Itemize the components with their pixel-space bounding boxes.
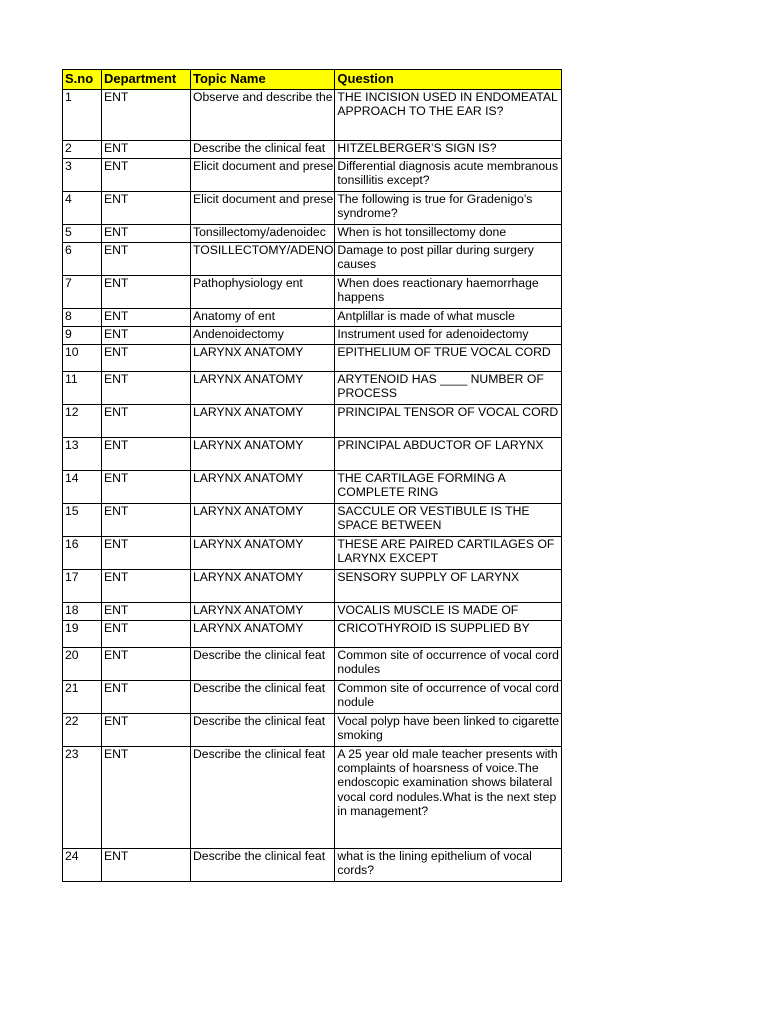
- cell-topic-name[interactable]: LARYNX ANATOMY: [191, 570, 335, 603]
- cell-sno[interactable]: 22: [63, 714, 102, 747]
- table-row: [63, 747, 562, 849]
- cell-sno[interactable]: 7: [63, 276, 102, 309]
- table-row: [63, 345, 562, 372]
- cell-topic-name[interactable]: LARYNX ANATOMY: [191, 471, 335, 504]
- cell-sno[interactable]: 23: [63, 747, 102, 849]
- cell-department[interactable]: ENT: [102, 243, 191, 276]
- cell-sno[interactable]: 20: [63, 648, 102, 681]
- table-row: [63, 276, 562, 309]
- table-row: [63, 621, 562, 648]
- cell-sno[interactable]: 12: [63, 405, 102, 438]
- cell-question[interactable]: THE CARTILAGE FORMING A COMPLETE RING: [335, 471, 562, 504]
- cell-question[interactable]: SENSORY SUPPLY OF LARYNX: [335, 570, 562, 603]
- table-row: [63, 372, 562, 405]
- cell-department[interactable]: ENT: [102, 747, 191, 849]
- table-row: [63, 438, 562, 471]
- cell-department[interactable]: ENT: [102, 681, 191, 714]
- cell-department[interactable]: ENT: [102, 714, 191, 747]
- cell-sno[interactable]: 10: [63, 345, 102, 372]
- cell-topic-name[interactable]: Describe the clinical feat: [191, 747, 335, 849]
- cell-topic-name[interactable]: Pathophysiology ent: [191, 276, 335, 309]
- cell-department[interactable]: ENT: [102, 537, 191, 570]
- cell-department[interactable]: ENT: [102, 159, 191, 192]
- cell-topic-name[interactable]: Describe the clinical feat: [191, 714, 335, 747]
- cell-sno[interactable]: 1: [63, 90, 102, 141]
- cell-question[interactable]: CRICOTHYROID IS SUPPLIED BY: [335, 621, 562, 648]
- cell-sno[interactable]: 11: [63, 372, 102, 405]
- cell-department[interactable]: ENT: [102, 405, 191, 438]
- cell-question[interactable]: what is the lining epithelium of vocal cords?: [335, 849, 562, 882]
- cell-sno[interactable]: 24: [63, 849, 102, 882]
- cell-topic-name[interactable]: Andenoidectomy: [191, 327, 335, 345]
- table-row: [63, 471, 562, 504]
- cell-question[interactable]: When is hot tonsillectomy done: [335, 225, 562, 243]
- cell-topic-name[interactable]: LARYNX ANATOMY: [191, 621, 335, 648]
- header-department[interactable]: Department: [102, 70, 191, 90]
- cell-topic-name[interactable]: Elicit document and prese: [191, 192, 335, 225]
- cell-topic-name[interactable]: Describe the clinical feat: [191, 141, 335, 159]
- table-row: [63, 90, 562, 141]
- header-topic-name[interactable]: Topic Name: [191, 70, 335, 90]
- table-row: [63, 648, 562, 681]
- cell-sno[interactable]: 16: [63, 537, 102, 570]
- cell-department[interactable]: ENT: [102, 345, 191, 372]
- table-row: [63, 309, 562, 327]
- cell-question[interactable]: ARYTENOID HAS ____ NUMBER OF PROCESS: [335, 372, 562, 405]
- cell-topic-name[interactable]: Elicit document and prese: [191, 159, 335, 192]
- cell-question[interactable]: THE INCISION USED IN ENDOMEATAL APPROACH TO THE EAR IS?: [335, 90, 562, 141]
- table-row: [63, 327, 562, 345]
- header-row: [63, 70, 562, 90]
- header-question[interactable]: Question: [335, 70, 562, 90]
- cell-sno[interactable]: 2: [63, 141, 102, 159]
- table-row: [63, 849, 562, 882]
- cell-department[interactable]: ENT: [102, 648, 191, 681]
- cell-question[interactable]: The following is true for Gradenigo’s syndrome?: [335, 192, 562, 225]
- table-row: [63, 405, 562, 438]
- cell-topic-name[interactable]: TOSILLECTOMY/ADENO: [191, 243, 335, 276]
- cell-question[interactable]: Vocal polyp have been linked to cigarette smoking: [335, 714, 562, 747]
- cell-topic-name[interactable]: Observe and describe the: [191, 90, 335, 141]
- cell-sno[interactable]: 17: [63, 570, 102, 603]
- table-row: [63, 159, 562, 192]
- cell-department[interactable]: ENT: [102, 570, 191, 603]
- table-row: [63, 603, 562, 621]
- cell-topic-name[interactable]: LARYNX ANATOMY: [191, 345, 335, 372]
- cell-department[interactable]: ENT: [102, 603, 191, 621]
- cell-question[interactable]: A 25 year old male teacher presents with complaints of hoarsness of voice.The endoscopic examination shows bilateral vocal cord nodules.What is the next step in management?: [335, 747, 562, 849]
- cell-question[interactable]: EPITHELIUM OF TRUE VOCAL CORD: [335, 345, 562, 372]
- cell-topic-name[interactable]: LARYNX ANATOMY: [191, 537, 335, 570]
- cell-department[interactable]: ENT: [102, 276, 191, 309]
- cell-sno[interactable]: 13: [63, 438, 102, 471]
- cell-question[interactable]: SACCULE OR VESTIBULE IS THE SPACE BETWEEN: [335, 504, 562, 537]
- cell-topic-name[interactable]: LARYNX ANATOMY: [191, 405, 335, 438]
- cell-department[interactable]: ENT: [102, 309, 191, 327]
- cell-question[interactable]: Instrument used for adenoidectomy: [335, 327, 562, 345]
- cell-question[interactable]: When does reactionary haemorrhage happens: [335, 276, 562, 309]
- cell-question[interactable]: THESE ARE PAIRED CARTILAGES OF LARYNX EXCEPT: [335, 537, 562, 570]
- cell-sno[interactable]: 19: [63, 621, 102, 648]
- cell-question[interactable]: Differential diagnosis acute membranous tonsillitis except?: [335, 159, 562, 192]
- cell-topic-name[interactable]: Describe the clinical feat: [191, 849, 335, 882]
- cell-question[interactable]: Common site of occurrence of vocal cord nodules: [335, 648, 562, 681]
- cell-topic-name[interactable]: Tonsillectomy/adenoidec: [191, 225, 335, 243]
- cell-topic-name[interactable]: LARYNX ANATOMY: [191, 438, 335, 471]
- cell-sno[interactable]: 15: [63, 504, 102, 537]
- cell-department[interactable]: ENT: [102, 471, 191, 504]
- cell-department[interactable]: ENT: [102, 327, 191, 345]
- cell-sno[interactable]: 18: [63, 603, 102, 621]
- cell-question[interactable]: PRINCIPAL ABDUCTOR OF LARYNX: [335, 438, 562, 471]
- cell-question[interactable]: Common site of occurrence of vocal cord nodule: [335, 681, 562, 714]
- question-table: [62, 69, 562, 882]
- cell-topic-name[interactable]: Describe the clinical feat: [191, 648, 335, 681]
- cell-sno[interactable]: 21: [63, 681, 102, 714]
- table-row: [63, 714, 562, 747]
- cell-department[interactable]: ENT: [102, 438, 191, 471]
- cell-question[interactable]: VOCALIS MUSCLE IS MADE OF: [335, 603, 562, 621]
- table-row: [63, 537, 562, 570]
- cell-question[interactable]: HITZELBERGER’S SIGN IS?: [335, 141, 562, 159]
- cell-topic-name[interactable]: LARYNX ANATOMY: [191, 603, 335, 621]
- cell-department[interactable]: ENT: [102, 90, 191, 141]
- cell-sno[interactable]: 4: [63, 192, 102, 225]
- cell-sno[interactable]: 3: [63, 159, 102, 192]
- cell-topic-name[interactable]: Anatomy of ent: [191, 309, 335, 327]
- cell-sno[interactable]: 6: [63, 243, 102, 276]
- cell-department[interactable]: ENT: [102, 192, 191, 225]
- cell-sno[interactable]: 5: [63, 225, 102, 243]
- table-row: [63, 141, 562, 159]
- header-sno[interactable]: S.no: [63, 70, 102, 90]
- cell-topic-name[interactable]: Describe the clinical feat: [191, 681, 335, 714]
- cell-department[interactable]: ENT: [102, 849, 191, 882]
- table-row: [63, 192, 562, 225]
- cell-department[interactable]: ENT: [102, 372, 191, 405]
- cell-sno[interactable]: 14: [63, 471, 102, 504]
- table-row: [63, 570, 562, 603]
- table-row: [63, 504, 562, 537]
- table-row: [63, 681, 562, 714]
- cell-department[interactable]: ENT: [102, 504, 191, 537]
- cell-question[interactable]: Damage to post pillar during surgery causes: [335, 243, 562, 276]
- cell-question[interactable]: PRINCIPAL TENSOR OF VOCAL CORD: [335, 405, 562, 438]
- cell-sno[interactable]: 8: [63, 309, 102, 327]
- cell-topic-name[interactable]: LARYNX ANATOMY: [191, 504, 335, 537]
- table-row: [63, 225, 562, 243]
- cell-department[interactable]: ENT: [102, 141, 191, 159]
- table-row: [63, 243, 562, 276]
- cell-question[interactable]: Antplillar is made of what muscle: [335, 309, 562, 327]
- cell-department[interactable]: ENT: [102, 225, 191, 243]
- cell-topic-name[interactable]: LARYNX ANATOMY: [191, 372, 335, 405]
- cell-sno[interactable]: 9: [63, 327, 102, 345]
- cell-department[interactable]: ENT: [102, 621, 191, 648]
